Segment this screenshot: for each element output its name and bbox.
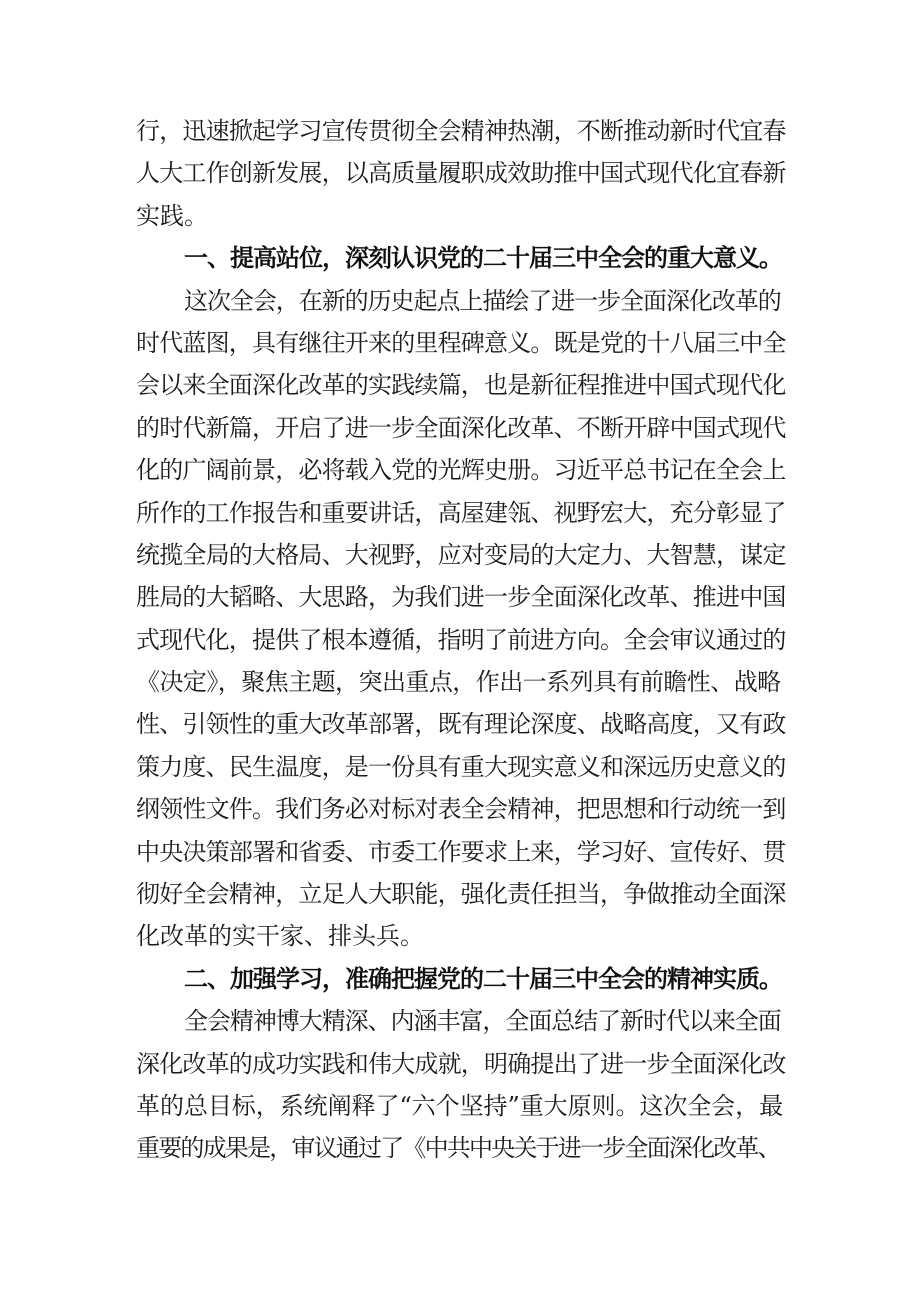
paragraph-line: 《决定》，聚焦主题，突出重点，作出一系列具有前瞻性、战略 [136,668,781,697]
paragraph-line: 性、引领性的重大改革部署，既有理论深度、战略高度，又有政 [136,710,786,739]
document-body [136,110,786,1170]
paragraph-line: 式现代化，提供了根本遵循，指明了前进方向。全会审议通过的 [136,625,786,654]
paragraph-line: 这次全会，在新的历史起点上描绘了进一步全面深化改革的 [184,286,781,315]
paragraph-line: 革的总目标，系统阐释了“六个坚持”重大原则。这次全会，最 [136,1091,784,1120]
paragraph-line: 胜局的大韬略、大思路，为我们进一步全面深化改革、推进中国 [136,583,786,612]
paragraph-line: 实践。 [136,201,208,230]
paragraph-line: 会以来全面深化改革的实践续篇，也是新征程推进中国式现代化 [136,371,786,400]
paragraph-line: 化的广阔前景，必将载入党的光辉史册。习近平总书记在全会上 [136,456,786,485]
section-heading-1: 一、提高站位，深刻认识党的二十届三中全会的重大意义。 [184,244,782,273]
section-heading-2: 二、加强学习，准确把握党的二十届三中全会的精神实质。 [184,964,782,993]
paragraph-line: 彻好全会精神，立足人大职能，强化责任担当，争做推动全面深 [136,880,786,909]
paragraph-line: 全会精神博大精深、内涵丰富，全面总结了新时代以来全面 [184,1007,781,1036]
paragraph-line: 的时代新篇，开启了进一步全面深化改革、不断开辟中国式现代 [136,413,786,442]
paragraph-line: 中央决策部署和省委、市委工作要求上来，学习好、宣传好、贯 [136,837,786,866]
paragraph-line: 统揽全局的大格局、大视野，应对变局的大定力、大智慧，谋定 [136,540,786,569]
paragraph-line: 纲领性文件。我们务必对标对表全会精神，把思想和行动统一到 [136,795,786,824]
paragraph-line: 重要的成果是，审议通过了《中共中央关于进一步全面深化改革、 [136,1134,780,1163]
paragraph-line: 人大工作创新发展，以高质量履职成效助推中国式现代化宜春新 [136,159,786,188]
paragraph-line: 策力度、民生温度，是一份具有重大现实意义和深远历史意义的 [136,752,786,781]
paragraph-line: 时代蓝图，具有继往开来的里程碑意义。既是党的十八届三中全 [136,328,786,357]
paragraph-line: 化改革的实干家、排头兵。 [136,922,424,951]
paragraph-line: 行，迅速掀起学习宣传贯彻全会精神热潮，不断推动新时代宜春 [136,117,786,145]
paragraph-line: 所作的工作报告和重要讲话，高屋建瓴、视野宏大，充分彰显了 [136,498,786,527]
paragraph-line: 深化改革的成功实践和伟大成就，明确提出了进一步全面深化改 [136,1049,786,1078]
